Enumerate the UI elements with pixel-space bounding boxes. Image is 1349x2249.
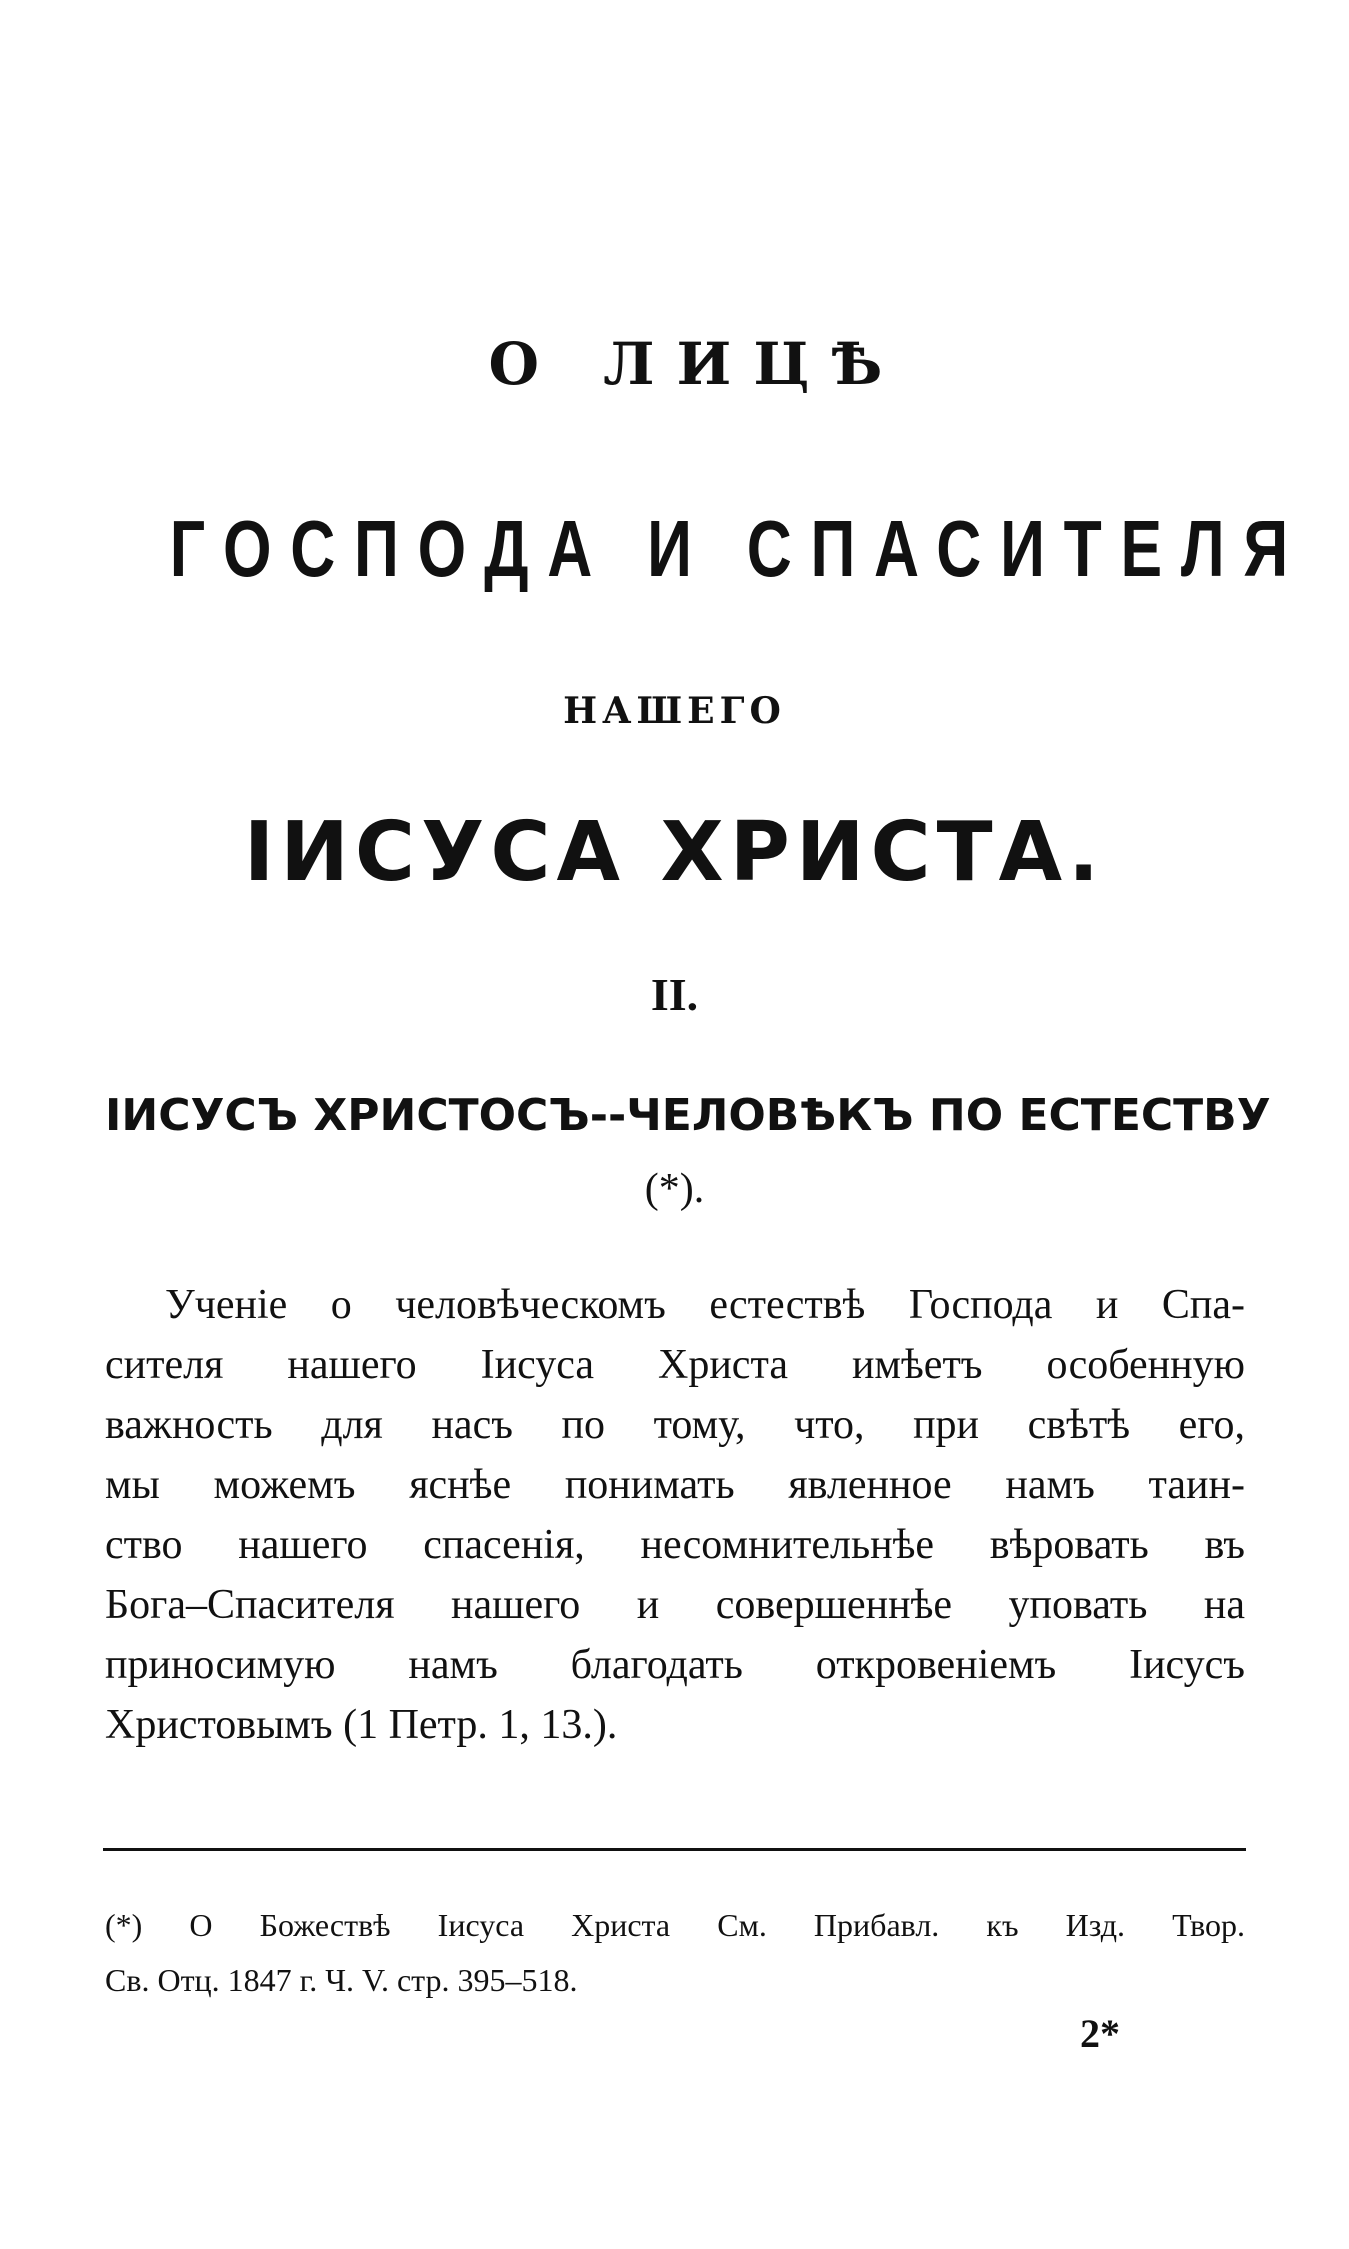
body-line: мы можемъ яснѣе понимать явленное намъ таин- — [105, 1462, 1245, 1508]
title-line-3: НАШЕГО — [563, 690, 786, 732]
body-line: важность для насъ по тому, что, при свѣтѣ его, — [105, 1402, 1245, 1448]
footnote-divider — [103, 1848, 1246, 1851]
title-line-4: ІИСУСА ХРИСТА. — [243, 805, 1106, 900]
body-line: сителя нашего Іисуса Христа имѣетъ особенную — [105, 1342, 1245, 1388]
body-line: Ученіе о человѣческомъ естествѣ Господа и Спа- — [165, 1282, 1245, 1328]
signature-mark: 2* — [1080, 2011, 1120, 2056]
section-number: II. — [650, 969, 699, 1020]
title-line-2: ГОСПОДА И СПАСИТЕЛЯ — [169, 504, 1307, 593]
body-line: Бога–Спасителя нашего и совершеннѣе уповать на — [105, 1582, 1245, 1628]
footnote-line: (*) О Божествѣ Іисуса Христа См. Прибавл. къ Изд. Твор. — [105, 1907, 1245, 1943]
title-line-1: О ЛИЦѢ — [488, 330, 905, 398]
footnote-line: Св. Отц. 1847 г. Ч. V. стр. 395–518. — [105, 1962, 578, 1998]
chapter-heading: ІИСУСЪ ХРИСТОСЪ--ЧЕЛОВѢКЪ ПО ЕСТЕСТВУ — [105, 1090, 1271, 1141]
body-line: Христовымъ (1 Петр. 1, 13.). — [105, 1702, 618, 1748]
footnote-reference: (*). — [644, 1166, 705, 1212]
body-line: приносимую намъ благодать откровеніемъ Іисусъ — [105, 1642, 1245, 1688]
body-line: ство нашего спасенія, несомнительнѣе вѣровать въ — [105, 1522, 1245, 1568]
